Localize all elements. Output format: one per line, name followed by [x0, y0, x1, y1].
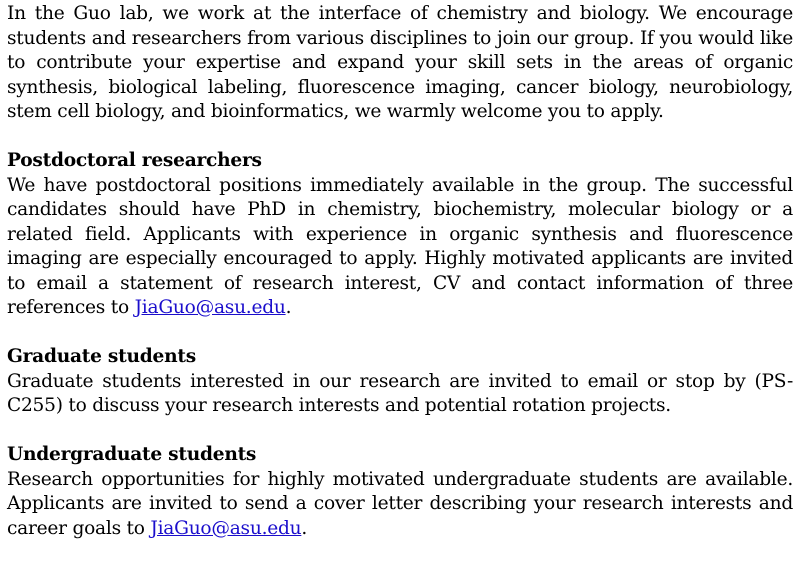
graduate-paragraph: Graduate students interested in our research are invited to email or stop by (PS-C255) to discuss your research interests and potential rotation projects. — [7, 370, 793, 416]
undergrad-paragraph — [7, 468, 793, 542]
postdoc-heading: Postdoctoral researchers — [7, 150, 262, 171]
postdoc-email-link[interactable]: JiaGuo@asu.edu — [134, 297, 286, 318]
undergrad-text: Research opportunities for highly motivated undergraduate students are available. Applicants are invited to send a cover letter describing your research interests and career goals to — [7, 468, 793, 539]
postdoc-period: . — [285, 297, 292, 318]
postdoc-paragraph — [7, 174, 793, 321]
intro-paragraph: In the Guo lab, we work at the interface of chemistry and biology. We encourage students and researchers from various disciplines to join our group. If you would like to contribute your expertise and expand your skill sets in the areas of organic synthesis, biological labeling, fluorescence imaging, cancer biology, neurobiology, stem cell biology, and bioinformatics, we warmly welcome you to apply. — [7, 3, 793, 122]
undergrad-period: . — [301, 517, 308, 539]
undergrad-email-link[interactable]: JiaGuo@asu.edu — [150, 517, 302, 539]
undergrad-section — [7, 443, 793, 541]
graduate-heading: Graduate students — [7, 346, 196, 367]
graduate-section — [7, 345, 793, 419]
postdoc-section — [7, 149, 793, 321]
undergrad-heading: Undergraduate students — [7, 444, 257, 465]
postdoc-text: We have postdoctoral positions immediately available in the group. The successful candidates should have PhD in chemistry, biochemistry, molecular biology or a related field. Applicants with experience in organic synthesis and fluorescence imaging are especially encouraged to apply. Highly motivated applicants are invited to email a statement of research interest, CV and contact information of three references to — [7, 174, 793, 318]
